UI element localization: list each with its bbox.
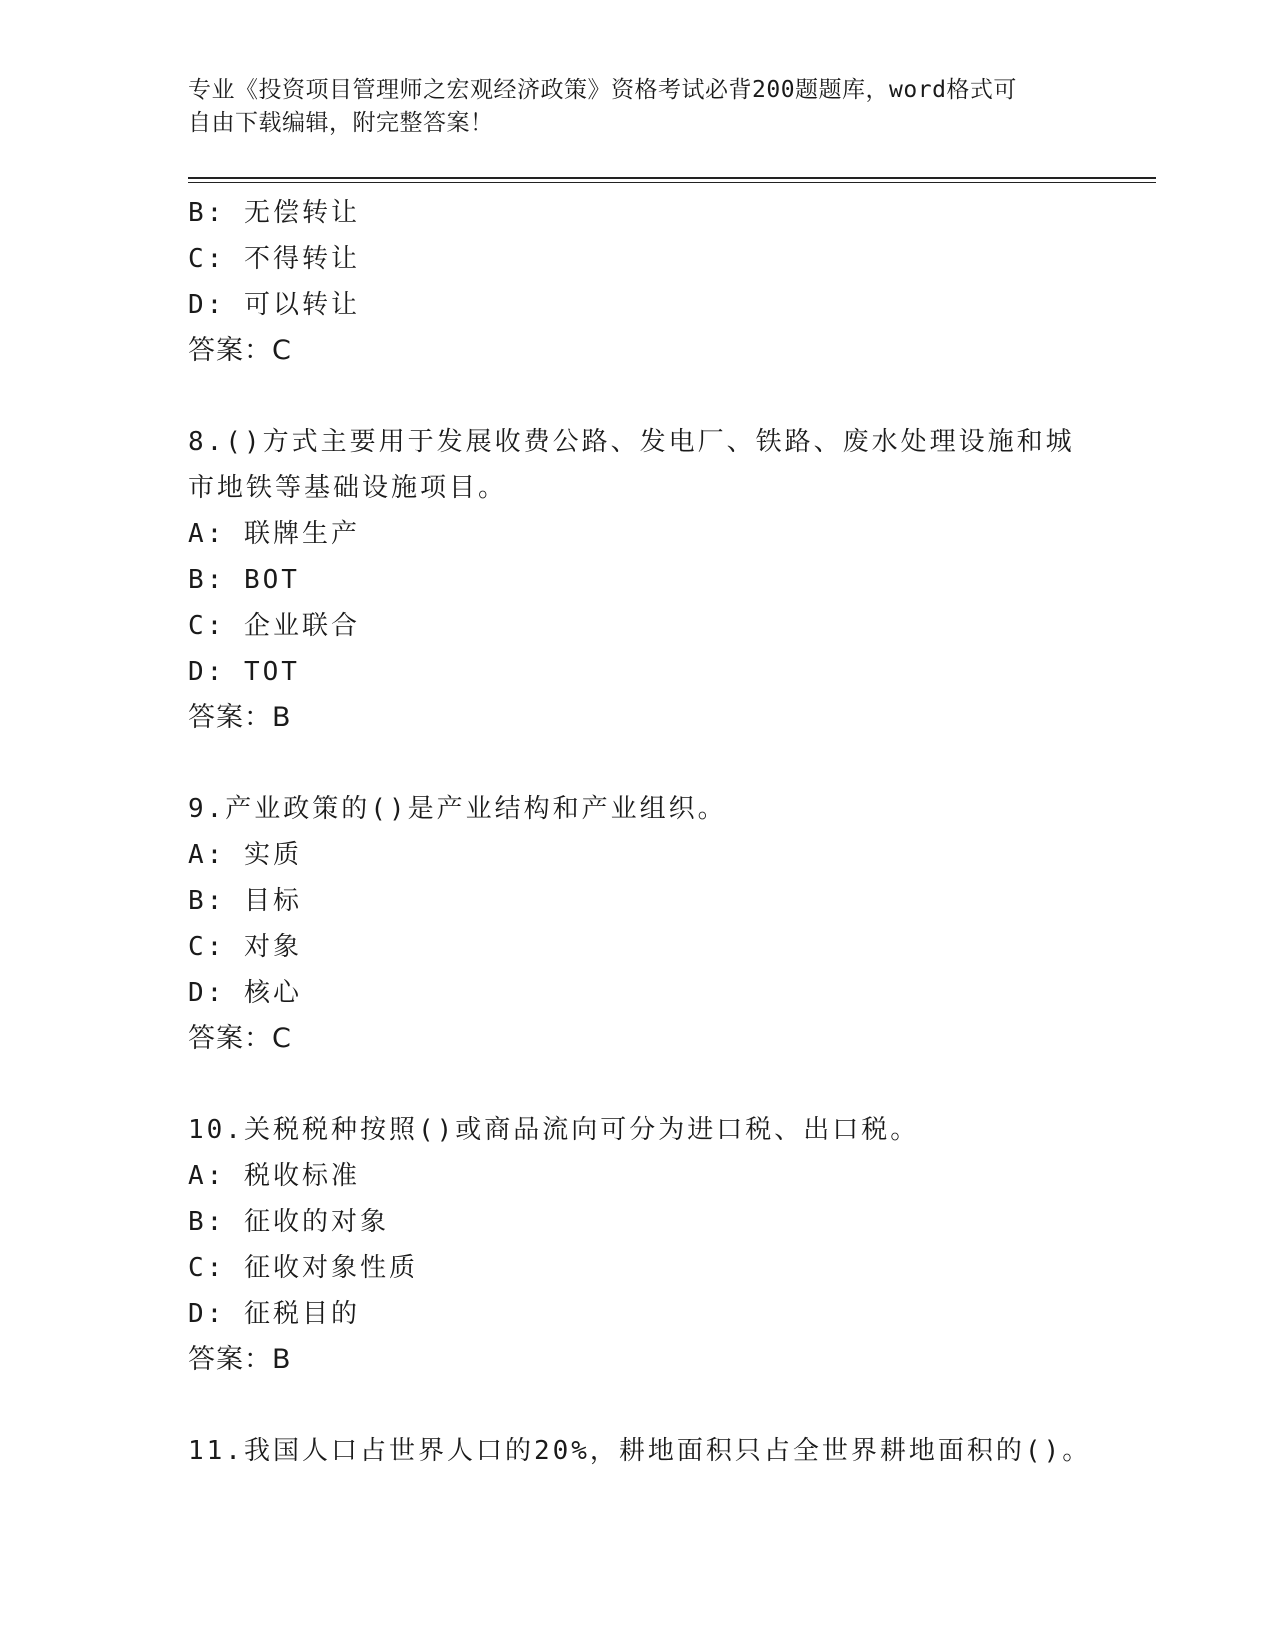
question-stem: 8.()方式主要用于发展收费公路、发电厂、铁路、废水处理设施和城 [188,427,1075,457]
question-9 [188,786,1088,1062]
option-c: C: 对象 [188,932,302,962]
question-stem-continued: 市地铁等基础设施项目。 [188,473,508,503]
answer: 答案：C [188,335,292,366]
option-d: D: TOT [188,657,300,687]
option-b: B: 无偿转让 [188,198,360,228]
option-c: C: 不得转让 [188,244,360,274]
option-b: B: BOT [188,565,300,595]
option-a: A: 实质 [188,840,302,870]
spacer [188,1062,1088,1107]
option-a: A: 税收标准 [188,1161,360,1191]
answer: 答案：B [188,702,292,733]
question-stem: 9.产业政策的()是产业结构和产业组织。 [188,794,727,824]
option-b: B: 目标 [188,886,302,916]
question-8 [188,419,1088,741]
option-d: D: 核心 [188,978,302,1008]
answer: 答案：B [188,1344,292,1375]
header-line-1: 专业《投资项目管理师之宏观经济政策》资格考试必背200题题库，word格式可 [188,77,1017,103]
spacer [188,374,1088,419]
question-stem: 11.我国人口占世界人口的20%，耕地面积只占全世界耕地面积的()。 [188,1436,1092,1466]
spacer [188,1383,1088,1428]
option-a: A: 联牌生产 [188,519,360,549]
header-divider-thin [188,182,1156,183]
option-d: D: 征税目的 [188,1299,360,1329]
header-divider [188,177,1156,179]
question-7 [188,190,1088,374]
option-d: D: 可以转让 [188,290,360,320]
question-11 [188,1428,1092,1474]
answer: 答案：C [188,1023,292,1054]
header-line-2: 自由下载编辑，附完整答案！ [188,110,494,136]
question-10 [188,1107,1088,1383]
spacer [188,741,1088,786]
question-stem: 10.关税税种按照()或商品流向可分为进口税、出口税。 [188,1115,920,1145]
question-list [188,190,1092,1474]
option-b: B: 征收的对象 [188,1207,389,1237]
page-header [188,74,1068,140]
option-c: C: 征收对象性质 [188,1253,418,1283]
option-c: C: 企业联合 [188,611,360,641]
